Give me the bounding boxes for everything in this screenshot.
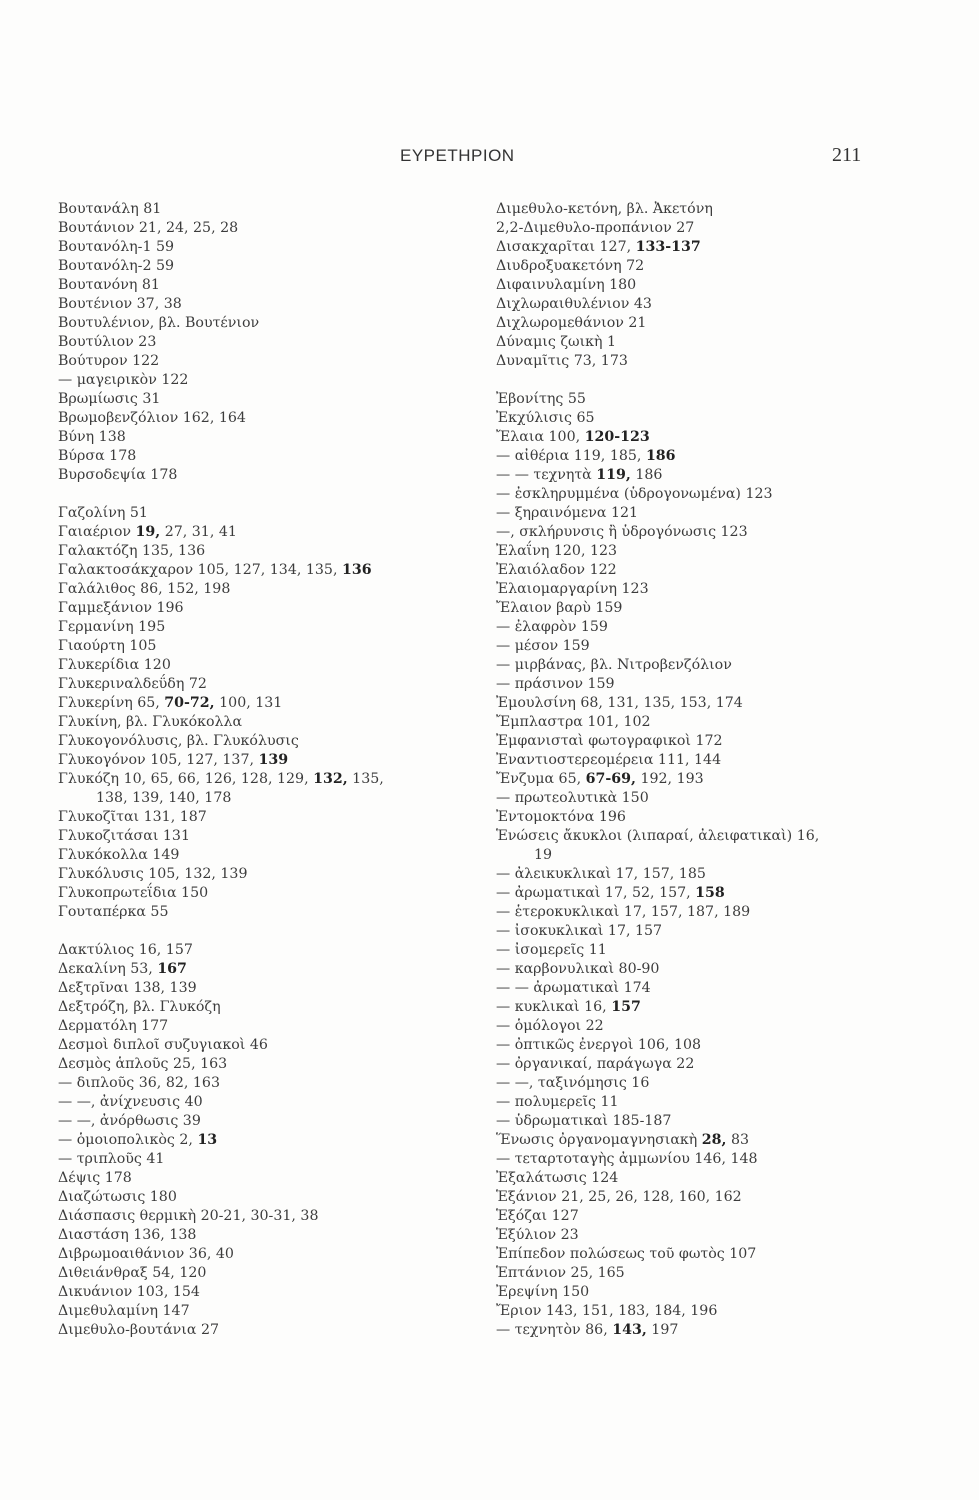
index-entry <box>58 200 478 219</box>
index-entry <box>496 865 936 884</box>
entry-text: Διχλωραιθυλένιον 43 <box>496 296 652 312</box>
entry-text: Ἐλαιομαργαρίνη 123 <box>496 581 649 597</box>
entry-text: Δυναμῖτις 73, 173 <box>496 353 628 369</box>
entry-text: 138, 139, 140, 178 <box>96 790 232 806</box>
bold-page-ref: 136 <box>341 562 372 578</box>
entry-text: Βύρσα 178 <box>58 448 137 464</box>
index-entry <box>58 447 478 466</box>
entry-text: 100, 131 <box>214 695 283 711</box>
page-title: ΕΥΡΕΤΗΡΙΟΝ <box>400 146 515 165</box>
entry-text: Γαιαέριον <box>58 524 136 540</box>
index-entry <box>58 219 478 238</box>
entry-text: — τεταρτοταγὴς ἀμμωνίου 146, 148 <box>496 1151 758 1167</box>
index-entry <box>58 618 478 637</box>
index-entry <box>58 428 478 447</box>
entry-text: Βουτανόνη 81 <box>58 277 160 293</box>
index-entry <box>58 1302 478 1321</box>
entry-text: Δέψις 178 <box>58 1170 132 1186</box>
entry-text: 186 <box>630 467 663 483</box>
index-entry <box>58 352 478 371</box>
entry-text: Βουτύλιον 23 <box>58 334 157 350</box>
index-entry <box>58 1036 478 1055</box>
index-entry <box>496 998 936 1017</box>
entry-text: Βρωμίωσις 31 <box>58 391 161 407</box>
entry-text: — μέσον 159 <box>496 638 590 654</box>
index-entry <box>496 599 936 618</box>
entry-text: Γλυκογονόλυσις, βλ. Γλυκόλυσις <box>58 733 299 749</box>
index-entry <box>58 1169 478 1188</box>
index-entry <box>496 1169 936 1188</box>
entry-text: Διχλωρομεθάνιον 21 <box>496 315 647 331</box>
index-entry <box>58 1055 478 1074</box>
entry-text: 19 <box>534 847 553 863</box>
entry-text: Γαζολίνη 51 <box>58 505 148 521</box>
bold-page-ref: 143, <box>612 1322 647 1338</box>
entry-text: —, σκλήρυνσις ἢ ὑδρογόνωσις 123 <box>496 524 748 540</box>
entry-text: Ἔνζυμα 65, <box>496 771 586 787</box>
entry-text: — πρωτεολυτικὰ 150 <box>496 790 649 806</box>
bold-page-ref: 139 <box>258 752 289 768</box>
index-entry <box>496 390 936 409</box>
index-entry <box>496 656 936 675</box>
entry-text: — ἀλεικυκλικαὶ 17, 157, 185 <box>496 866 706 882</box>
entry-text: Διβρωμοαιθάνιον 36, 40 <box>58 1246 234 1262</box>
index-entry <box>496 694 936 713</box>
index-entry <box>58 409 478 428</box>
index-entry <box>496 751 936 770</box>
page-header <box>0 146 979 170</box>
entry-text: Ἐμουλσίνη 68, 131, 135, 153, 174 <box>496 695 743 711</box>
index-entry <box>58 656 478 675</box>
index-entry <box>58 1207 478 1226</box>
entry-text: — ἐλαφρὸν 159 <box>496 619 608 635</box>
bold-page-ref: 120-123 <box>584 429 650 445</box>
entry-text: 192, 193 <box>635 771 704 787</box>
index-entry <box>496 1150 936 1169</box>
index-entry <box>58 542 478 561</box>
entry-text: Βουτάνιον 21, 24, 25, 28 <box>58 220 239 236</box>
entry-text: — ἰσοκυκλικαὶ 17, 157 <box>496 923 663 939</box>
section-gap <box>496 371 936 390</box>
index-entry <box>58 1188 478 1207</box>
entry-text: Δεκαλίνη 53, <box>58 961 158 977</box>
entry-text: — ἰσομερεῖς 11 <box>496 942 607 958</box>
index-entry <box>58 1093 478 1112</box>
index-entry <box>496 1112 936 1131</box>
entry-text: — καρβονυλικαὶ 80-90 <box>496 961 660 977</box>
bold-page-ref: 13 <box>197 1132 218 1148</box>
index-entry <box>58 960 478 979</box>
entry-text: Γλυκογόνον 105, 127, 137, <box>58 752 259 768</box>
entry-text: Δερματόλη 177 <box>58 1018 169 1034</box>
index-entry <box>496 1302 936 1321</box>
index-entry <box>496 1207 936 1226</box>
entry-text: Δεξτρόζη, βλ. Γλυκόζη <box>58 999 221 1015</box>
entry-text: Γλυκεριναλδεΰδη 72 <box>58 676 207 692</box>
index-entry <box>496 523 936 542</box>
entry-text: Ἑξύλιον 23 <box>496 1227 579 1243</box>
section-gap <box>58 485 478 504</box>
entry-text: Γιαούρτη 105 <box>58 638 157 654</box>
entry-text: 197 <box>646 1322 679 1338</box>
index-entry <box>496 542 936 561</box>
entry-text: — ὁμόλογοι 22 <box>496 1018 604 1034</box>
entry-text: 135, <box>347 771 384 787</box>
entry-text: Ἐμφανισταὶ φωτογραφικοὶ 172 <box>496 733 723 749</box>
index-entry <box>496 428 936 447</box>
index-entry <box>58 1245 478 1264</box>
index-entry <box>58 371 478 390</box>
entry-text: Γαλακτοσάκχαρον 105, 127, 134, 135, <box>58 562 342 578</box>
entry-text: Βουτανόλη-1 59 <box>58 239 175 255</box>
index-entry <box>496 219 936 238</box>
entry-text: Βουτανάλη 81 <box>58 201 162 217</box>
entry-text: Γλυκόκολλα 149 <box>58 847 180 863</box>
entry-text: — ἐσκληρυμμένα (ὑδρογονωμένα) 123 <box>496 486 773 502</box>
index-entry <box>496 618 936 637</box>
index-entry <box>58 1131 478 1150</box>
entry-text: Ἕνωσις ὀργανομαγνησιακὴ <box>496 1132 702 1148</box>
entry-text: Ἔλαιον βαρὺ 159 <box>496 600 623 616</box>
entry-text: Ἐβονίτης 55 <box>496 391 586 407</box>
entry-text: Διμεθυλαμίνη 147 <box>58 1303 190 1319</box>
index-entry <box>58 713 478 732</box>
index-entry <box>496 409 936 428</box>
entry-text: — ἀρωματικαὶ 17, 52, 157, <box>496 885 696 901</box>
entry-text: Ἐντομοκτόνα 196 <box>496 809 626 825</box>
entry-text: Δεσμοὶ διπλοῖ συζυγιακοὶ 46 <box>58 1037 268 1053</box>
bold-page-ref: 70-72, <box>164 695 215 711</box>
entry-text: — πολυμερεῖς 11 <box>496 1094 619 1110</box>
entry-text: — τεχνητὸν 86, <box>496 1322 613 1338</box>
entry-text: Γλυκερίδια 120 <box>58 657 171 673</box>
index-entry <box>58 1264 478 1283</box>
bold-page-ref: 28, <box>701 1132 727 1148</box>
entry-text: Γερμανίνη 195 <box>58 619 166 635</box>
bold-page-ref: 186 <box>645 448 676 464</box>
entry-text: — κυκλικαὶ 16, <box>496 999 612 1015</box>
index-entry <box>496 827 936 846</box>
page-number: 211 <box>832 144 862 166</box>
entry-text: Γλυκοζῖται 131, 187 <box>58 809 207 825</box>
entry-text: — ἑτεροκυκλικαὶ 17, 157, 187, 189 <box>496 904 751 920</box>
index-entry <box>496 903 936 922</box>
entry-text: — ὀπτικῶς ἐνεργοὶ 106, 108 <box>496 1037 702 1053</box>
index-entry-continuation <box>496 846 936 865</box>
entry-text: — ξηραινόμενα 121 <box>496 505 639 521</box>
entry-text: Ἐπίπεδον πολώσεως τοῦ φωτὸς 107 <box>496 1246 757 1262</box>
index-entry <box>496 941 936 960</box>
index-entry <box>496 1226 936 1245</box>
index-entry <box>58 238 478 257</box>
entry-text: — τριπλοῦς 41 <box>58 1151 165 1167</box>
index-entry <box>58 827 478 846</box>
entry-text: — μαγειρικὸν 122 <box>58 372 189 388</box>
index-entry <box>58 599 478 618</box>
entry-text: Διμεθυλο-κετόνη, βλ. Ἀκετόνη <box>496 201 713 217</box>
entry-text: Δικυάνιον 103, 154 <box>58 1284 200 1300</box>
index-entry <box>58 333 478 352</box>
entry-text: Γουταπέρκα 55 <box>58 904 169 920</box>
entry-text: — πράσινον 159 <box>496 676 615 692</box>
entry-text: Δεξτρῖναι 138, 139 <box>58 980 197 996</box>
entry-text: Ἑπτάνιον 25, 165 <box>496 1265 625 1281</box>
bold-page-ref: 132, <box>313 771 348 787</box>
entry-text: Βουτυλένιον, βλ. Βουτένιον <box>58 315 260 331</box>
index-column-left <box>58 200 478 1340</box>
entry-text: Ἐναντιοστερεομέρεια 111, 144 <box>496 752 722 768</box>
index-entry <box>58 865 478 884</box>
index-entry <box>58 523 478 542</box>
entry-text: — μιρβάνας, βλ. Νιτροβενζόλιον <box>496 657 732 673</box>
entry-text: Διυδροξυακετόνη 72 <box>496 258 645 274</box>
index-entry <box>496 200 936 219</box>
index-entry <box>58 808 478 827</box>
entry-text: Ἑξάνιον 21, 25, 26, 128, 160, 162 <box>496 1189 742 1205</box>
bold-page-ref: 133-137 <box>635 239 701 255</box>
index-entry <box>58 903 478 922</box>
entry-text: Ἑξόζαι 127 <box>496 1208 579 1224</box>
index-column-right <box>496 200 936 1340</box>
bold-page-ref: 167 <box>157 961 187 977</box>
index-entry <box>58 276 478 295</box>
entry-text: Δύναμις ζωικὴ 1 <box>496 334 617 350</box>
index-entry <box>58 1112 478 1131</box>
index-entry-continuation <box>58 789 478 808</box>
entry-text: — διπλοῦς 36, 82, 163 <box>58 1075 220 1091</box>
entry-text: Ἐλαΐνη 120, 123 <box>496 543 618 559</box>
entry-text: Γλυκόζη 10, 65, 66, 126, 128, 129, <box>58 771 314 787</box>
entry-text: Δακτύλιος 16, 157 <box>58 942 193 958</box>
index-entry <box>58 390 478 409</box>
index-entry <box>496 1321 936 1340</box>
entry-text: Βρωμοβενζόλιον 162, 164 <box>58 410 246 426</box>
index-entry <box>58 580 478 599</box>
entry-text: 2,2-Διμεθυλο-προπάνιον 27 <box>496 220 695 236</box>
entry-text: — ὁμοιοπολικὸς 2, <box>58 1132 198 1148</box>
entry-text: Διαζώτωσις 180 <box>58 1189 177 1205</box>
entry-text: Γαμμεξάνιον 196 <box>58 600 184 616</box>
entry-text: Δεσμὸς ἁπλοῦς 25, 163 <box>58 1056 228 1072</box>
index-entry <box>58 1017 478 1036</box>
index-entry <box>58 295 478 314</box>
entry-text: Διθειάνθραξ 54, 120 <box>58 1265 207 1281</box>
index-entry <box>58 751 478 770</box>
bold-page-ref: 157 <box>611 999 641 1015</box>
index-entry <box>58 1283 478 1302</box>
entry-text: Γλυκοζιτάσαι 131 <box>58 828 190 844</box>
index-entry <box>496 314 936 333</box>
index-entry <box>58 257 478 276</box>
entry-text: Διφαινυλαμίνη 180 <box>496 277 637 293</box>
entry-text: Διαστάση 136, 138 <box>58 1227 197 1243</box>
entry-text: Ἐρεψίνη 150 <box>496 1284 590 1300</box>
entry-text: 27, 31, 41 <box>160 524 237 540</box>
index-entry <box>496 447 936 466</box>
index-entry <box>496 1283 936 1302</box>
index-entry <box>496 1188 936 1207</box>
entry-text: Βούτυρον 122 <box>58 353 160 369</box>
entry-text: Ἐκχύλισις 65 <box>496 410 595 426</box>
bold-page-ref: 19, <box>135 524 161 540</box>
entry-text: Βουτένιον 37, 38 <box>58 296 182 312</box>
index-entry <box>58 770 478 789</box>
entry-text: Βύνη 138 <box>58 429 126 445</box>
index-entry <box>496 333 936 352</box>
index-entry <box>496 713 936 732</box>
index-entry <box>58 1074 478 1093</box>
entry-text: Γλυκίνη, βλ. Γλυκόκολλα <box>58 714 243 730</box>
index-entry <box>496 922 936 941</box>
index-entry <box>58 884 478 903</box>
index-entry <box>496 257 936 276</box>
index-entry <box>58 561 478 580</box>
entry-text: Γλυκόλυσις 105, 132, 139 <box>58 866 248 882</box>
index-entry <box>496 960 936 979</box>
index-entry <box>496 561 936 580</box>
entry-text: — —, ἀνίχνευσις 40 <box>58 1094 203 1110</box>
index-entry <box>496 808 936 827</box>
index-entry <box>496 675 936 694</box>
entry-text: — ὀργανικαί, παράγωγα 22 <box>496 1056 695 1072</box>
index-entry <box>496 466 936 485</box>
index-entry <box>58 314 478 333</box>
index-entry <box>496 485 936 504</box>
entry-text: Βουτανόλη-2 59 <box>58 258 175 274</box>
index-entry <box>496 884 936 903</box>
index-entry <box>496 1074 936 1093</box>
bold-page-ref: 119, <box>596 467 631 483</box>
index-entry <box>58 1150 478 1169</box>
index-entry <box>58 1321 478 1340</box>
index-entry <box>496 295 936 314</box>
entry-text: Γαλακτόζη 135, 136 <box>58 543 206 559</box>
index-entry <box>58 846 478 865</box>
index-entry <box>58 675 478 694</box>
index-entry <box>58 941 478 960</box>
index-entry <box>496 504 936 523</box>
index-entry <box>496 276 936 295</box>
index-entry <box>496 637 936 656</box>
index-entry <box>496 1245 936 1264</box>
entry-text: Ἐλαιόλαδον 122 <box>496 562 617 578</box>
index-entry <box>58 637 478 656</box>
index-entry <box>496 238 936 257</box>
entry-text: Δισακχαρῖται 127, <box>496 239 636 255</box>
entry-text: Βυρσοδεψία 178 <box>58 467 178 483</box>
entry-text: Γλυκερίνη 65, <box>58 695 165 711</box>
entry-text: Διμεθυλο-βουτάνια 27 <box>58 1322 220 1338</box>
index-entry <box>496 1036 936 1055</box>
index-entry <box>58 979 478 998</box>
index-entry <box>496 979 936 998</box>
index-entry <box>496 770 936 789</box>
entry-text: Διάσπασις θερμικὴ 20-21, 30-31, 38 <box>58 1208 319 1224</box>
index-entry <box>496 732 936 751</box>
index-entry <box>496 1264 936 1283</box>
section-gap <box>58 922 478 941</box>
entry-text: Γλυκοπρωτεΐδια 150 <box>58 885 209 901</box>
index-entry <box>496 1017 936 1036</box>
bold-page-ref: 158 <box>695 885 725 901</box>
entry-text: Γαλάλιθος 86, 152, 198 <box>58 581 231 597</box>
entry-text: — αἰθέρια 119, 185, <box>496 448 646 464</box>
entry-text: Ἐξαλάτωσις 124 <box>496 1170 619 1186</box>
bold-page-ref: 67-69, <box>585 771 636 787</box>
index-entry <box>58 732 478 751</box>
entry-text: — — τεχνητὰ <box>496 467 597 483</box>
entry-text: — —, ἀνόρθωσις 39 <box>58 1113 201 1129</box>
entry-text: 83 <box>726 1132 750 1148</box>
index-entry <box>496 1093 936 1112</box>
index-entry <box>496 1055 936 1074</box>
index-entry <box>58 998 478 1017</box>
entry-text: — ὑδρωματικαὶ 185-187 <box>496 1113 672 1129</box>
entry-text: Ἔμπλαστρα 101, 102 <box>496 714 651 730</box>
index-entry <box>58 466 478 485</box>
index-entry <box>496 789 936 808</box>
index-entry <box>58 504 478 523</box>
entry-text: Ἑνώσεις ἄκυκλοι (λιπαραί, ἀλειφατικαὶ) 16, <box>496 828 820 844</box>
entry-text: — —, ταξινόμησις 16 <box>496 1075 650 1091</box>
index-entry <box>496 580 936 599</box>
index-entry <box>58 694 478 713</box>
index-entry <box>58 1226 478 1245</box>
index-entry <box>496 352 936 371</box>
entry-text: Ἔλαια 100, <box>496 429 585 445</box>
index-entry <box>496 1131 936 1150</box>
entry-text: — — ἀρωματικαὶ 174 <box>496 980 651 996</box>
entry-text: Ἔριον 143, 151, 183, 184, 196 <box>496 1303 718 1319</box>
